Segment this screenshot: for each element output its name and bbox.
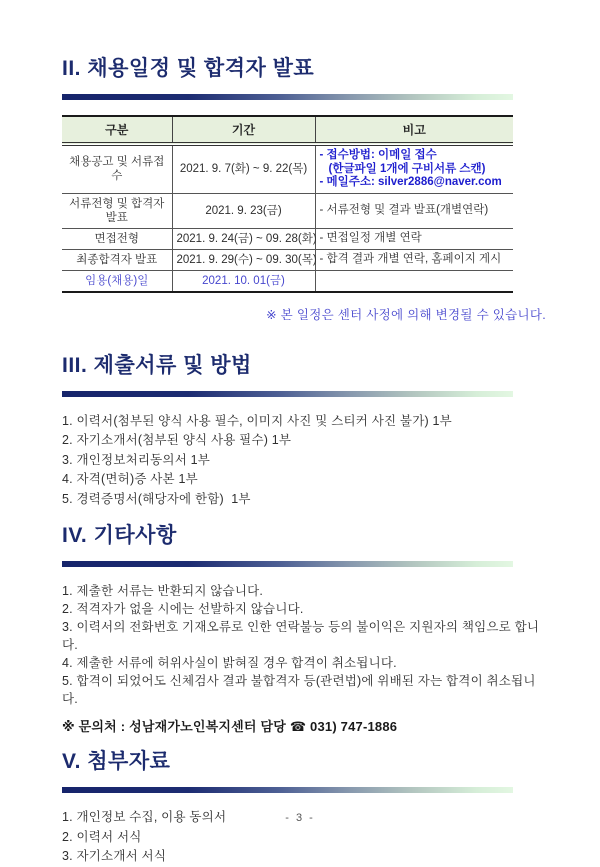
list-item: 3. 자기소개서 서식 [62,849,167,863]
table-row [62,228,513,249]
list-item: 4. 제출한 서류에 허위사실이 밝혀질 경우 합격이 취소됩니다. [62,656,397,670]
list-item: 4. 자격(면허)증 사본 1부 [62,472,198,486]
note-line: - 서류전형 및 결과 발표(개별연락) [319,203,489,216]
schedule-header-row [62,116,513,144]
section-submission [62,353,546,510]
schedule-category: 임용(채용)일 [62,270,172,292]
schedule-category: 채용공고 및 서류접수 [69,156,165,183]
note-line: - 합격 결과 개별 연락, 홈페이지 게시 [319,252,502,265]
schedule-period: 2021. 10. 01(금) [172,270,315,292]
section-divider-bar [62,94,513,100]
section-divider-bar [62,561,513,567]
table-row [62,193,513,228]
others-list [62,582,546,708]
note-line: (한글파일 1개에 구비서류 스캔) [328,162,486,175]
list-item: 1. 이력서(첨부된 양식 사용 필수, 이미지 사진 및 스티커 사진 불가) 1부 [62,413,452,428]
note-line: - 접수방법: 이메일 접수 [319,149,437,161]
list-item: 3. 이력서의 전화번호 기재오류로 인한 연락불능 등의 불이익은 지원자의 책임으로 합니다. [62,620,540,652]
list-item: 5. 합격이 되었어도 신체검사 결과 불합격자 등(관련법)에 위배된 자는 합격이 취소됩니다. [62,674,536,706]
contact-line [62,716,546,735]
schedule-header-period: 기간 [172,116,315,144]
section-schedule [62,56,546,323]
section-others [62,523,546,735]
list-item: 2. 자기소개서(첨부된 양식 사용 필수) 1부 [62,433,292,447]
list-item: 5. 경력증명서(해당자에 한함) 1부 [62,491,251,506]
note-line: - 면접일정 개별 연락 [319,231,422,244]
list-item: 3. 개인정보처리동의서 1부 [62,452,211,467]
contact-label: ※ 문의처 : 성남재가노인복지센터 담당 [62,719,286,734]
list-item: 1. 개인정보 수집, 이용 동의서 [62,810,227,824]
section-submission-title: III. 제출서류 및 방법 [62,353,252,377]
page-number: - 3 - [285,812,315,824]
schedule-notes [315,249,513,270]
schedule-notes [315,144,513,193]
list-item: 2. 이력서 서식 [62,829,142,844]
submission-list [62,412,546,510]
contact-phone-number: 031) 747-1886 [310,719,398,734]
schedule-period: 2021. 9. 24(금) ~ 09. 28(화) [172,228,315,249]
section-divider-bar [62,787,513,793]
schedule-period: 2021. 9. 7(화) ~ 9. 22(목) [172,144,315,193]
document-page [62,56,546,867]
schedule-notes [315,193,513,228]
table-row [62,270,513,292]
section-divider-bar [62,391,513,397]
schedule-period: 2021. 9. 29(수) ~ 09. 30(목) [172,249,315,270]
schedule-notes [315,228,513,249]
section-attachments-title: V. 첨부자료 [62,750,171,773]
section-others-title: IV. 기타사항 [62,524,177,547]
table-row [62,249,513,270]
list-item: 2. 적격자가 없을 시에는 선발하지 않습니다. [62,602,304,616]
schedule-header-category: 구분 [62,116,172,144]
section-schedule-title: II. 채용일정 및 합격자 발표 [62,57,315,80]
note-line-email: - 메일주소: silver2886@naver.com [319,176,502,188]
schedule-category: 면접전형 [62,228,172,249]
schedule-footnote: ※ 본 일정은 센터 사정에 의해 변경될 수 있습니다. [266,307,546,322]
schedule-period: 2021. 9. 23(금) [172,193,315,228]
schedule-notes [315,270,513,292]
schedule-header-notes: 비고 [315,116,513,144]
schedule-category: 최종합격자 발표 [62,249,172,270]
phone-icon: ☎ [289,719,307,734]
schedule-table [62,115,513,293]
table-row [62,144,513,193]
schedule-category: 서류전형 및 합격자 발표 [62,193,172,228]
list-item: 1. 제출한 서류는 반환되지 않습니다. [62,584,264,598]
